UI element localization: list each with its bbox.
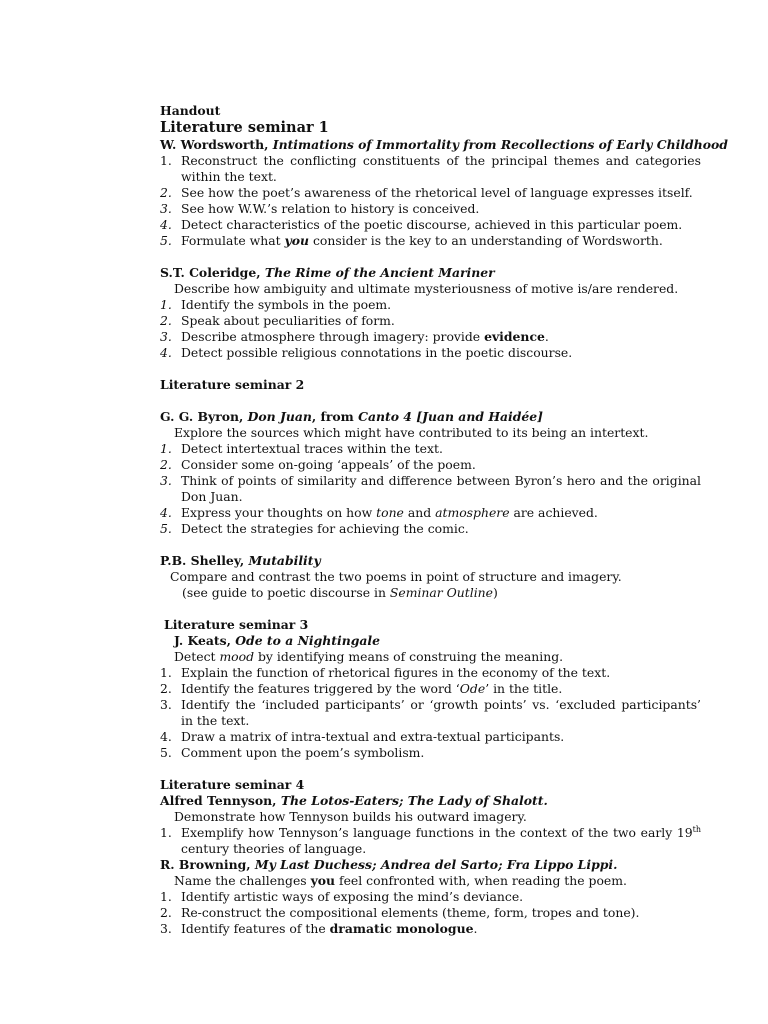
item-text: Explain the function of rhetorical figures in the economy of the text. (181, 665, 611, 680)
list-item (160, 201, 701, 217)
item-text: Identify the features triggered by the word ‘ (181, 681, 460, 696)
item-number: 4. (160, 345, 172, 360)
coleridge-heading (160, 265, 701, 281)
item-number: 3. (160, 473, 172, 488)
emphasis: you (284, 233, 310, 248)
author: R. Browning, (160, 857, 255, 872)
work-title: The Rime of the Ancient Mariner (264, 265, 495, 280)
browning-heading (160, 857, 701, 873)
item-number: 1. (160, 297, 172, 312)
author: J. Keats, (174, 633, 236, 648)
intro-text: Name the challenges (174, 873, 311, 888)
list-item (160, 665, 701, 681)
tennyson-intro: Demonstrate how Tennyson builds his outward imagery. (174, 809, 527, 824)
author: Alfred Tennyson, (160, 793, 281, 808)
list-item (160, 745, 701, 761)
item-text: are achieved. (509, 505, 598, 520)
seminar-3-title: Literature seminar 3 (164, 617, 309, 632)
list-item (160, 729, 701, 745)
list-item (160, 505, 701, 521)
list-item (160, 473, 701, 505)
item-text: consider is the key to an understanding of Wordsworth. (309, 233, 663, 248)
from-label: , from (311, 409, 359, 424)
keats-tasks (160, 665, 701, 761)
item-text: Identify the ‘included participants’ or ‘growth points’ vs. ‘excluded participants’ in the text. (181, 697, 701, 728)
item-text: Comment upon the poem’s symbolism. (181, 745, 425, 760)
item-number: 4. (160, 505, 172, 520)
coleridge-intro: Describe how ambiguity and ultimate mysteriousness of motive is/are rendered. (174, 281, 679, 296)
canto-title: Canto 4 [Juan and Haidée] (358, 409, 544, 424)
byron-intro: Explore the sources which might have contributed to its being an intertext. (174, 425, 649, 440)
work-title: Mutability (248, 553, 321, 568)
wordsworth-heading (160, 137, 728, 153)
intro-text: feel confronted with, when reading the poem. (335, 873, 627, 888)
item-text: Detect intertextual traces within the text. (181, 441, 443, 456)
list-item (160, 185, 701, 201)
item-text: Identify features of the (181, 921, 330, 936)
byron-tasks (160, 441, 701, 537)
item-text: Detect possible religious connotations in the poetic discourse. (181, 345, 573, 360)
item-number: 1. (160, 441, 172, 456)
item-text: See how the poet’s awareness of the rhetorical level of language expresses itself. (181, 185, 693, 200)
tennyson-tasks (160, 825, 701, 857)
item-text: . (473, 921, 478, 936)
item-text: Describe atmosphere through imagery: provide (181, 329, 485, 344)
list-item (160, 329, 701, 345)
browning-tasks (160, 889, 701, 937)
item-number: 1. (160, 665, 172, 680)
note-text: (see guide to poetic discourse in (182, 585, 390, 600)
item-text: Express your thoughts on how (181, 505, 377, 520)
emphasis: mood (219, 649, 255, 664)
item-text: and (403, 505, 436, 520)
list-item (160, 297, 701, 313)
list-item (160, 681, 701, 697)
list-item (160, 825, 701, 857)
item-number: 3. (160, 697, 172, 712)
item-text: Detect the strategies for achieving the comic. (181, 521, 469, 536)
shelley-heading (160, 553, 701, 569)
note-text: ) (493, 585, 498, 600)
item-text: Detect characteristics of the poetic discourse, achieved in this particular poem. (181, 217, 683, 232)
tennyson-heading (160, 793, 701, 809)
item-number: 4. (160, 729, 172, 744)
item-number: 5. (160, 745, 172, 760)
item-number: 5. (160, 233, 172, 248)
keats-heading (160, 633, 701, 649)
intro-text: by identifying means of construing the meaning. (254, 649, 564, 664)
item-number: 2. (160, 681, 172, 696)
coleridge-tasks (160, 297, 701, 361)
list-item (160, 441, 701, 457)
seminar-1-title: Literature seminar 1 (160, 119, 329, 136)
work-title: Don Juan (247, 409, 312, 424)
item-number: 5. (160, 521, 172, 536)
item-text: Think of points of similarity and difference between Byron’s hero and the original Don Juan. (181, 473, 701, 504)
list-item (160, 345, 701, 361)
emphasis: Ode (459, 681, 486, 696)
item-text: See how W.W.’s relation to history is conceived. (181, 201, 480, 216)
byron-heading (160, 409, 701, 425)
item-text: Exemplify how Tennyson’s language functions in the context of the two early 19 (181, 825, 693, 840)
emphasis: evidence (484, 329, 545, 344)
item-number: 1. (160, 889, 172, 904)
list-item (160, 889, 701, 905)
shelley-intro: Compare and contrast the two poems in point of structure and imagery. (170, 569, 622, 584)
author: W. Wordsworth, (160, 137, 273, 152)
item-number: 2. (160, 905, 172, 920)
item-number: 2. (160, 313, 172, 328)
note-reference: Seminar Outline (389, 585, 493, 600)
seminar-2-title: Literature seminar 2 (160, 377, 305, 392)
item-number: 3. (160, 329, 172, 344)
emphasis: tone (376, 505, 404, 520)
list-item (160, 457, 701, 473)
item-text: Reconstruct the conflicting constituents of the principal themes and categories within the text. (181, 153, 701, 184)
item-text: Draw a matrix of intra-textual and extra-textual participants. (181, 729, 565, 744)
item-text: Formulate what (181, 233, 285, 248)
list-item (160, 697, 701, 729)
superscript: th (692, 825, 701, 834)
item-number: 1. (160, 825, 172, 840)
item-text: Re-construct the compositional elements (theme, form, tropes and tone). (181, 905, 640, 920)
item-text: Identify artistic ways of exposing the mind’s deviance. (181, 889, 524, 904)
list-item (160, 313, 701, 329)
browning-intro (160, 873, 701, 889)
list-item (160, 153, 701, 185)
item-text: Speak about peculiarities of form. (181, 313, 395, 328)
list-item (160, 217, 701, 233)
item-number: 3. (160, 201, 172, 216)
wordsworth-tasks (160, 153, 701, 249)
item-number: 4. (160, 217, 172, 232)
item-text: Identify the symbols in the poem. (181, 297, 392, 312)
emphasis: atmosphere (435, 505, 510, 520)
handout-label: Handout (160, 103, 221, 118)
list-item (160, 233, 701, 249)
emphasis: you (310, 873, 336, 888)
work-title: My Last Duchess; Andrea del Sarto; Fra Lippo Lippi. (254, 857, 618, 872)
list-item (160, 521, 701, 537)
item-text: Consider some on-going ‘appeals’ of the poem. (181, 457, 476, 472)
item-number: 2. (160, 185, 172, 200)
emphasis: dramatic monologue (329, 921, 474, 936)
item-text: ’ in the title. (485, 681, 563, 696)
seminar-4-title: Literature seminar 4 (160, 777, 305, 792)
item-number: 1. (160, 153, 172, 168)
item-text: century theories of language. (181, 841, 367, 856)
item-number: 3. (160, 921, 172, 936)
intro-text: Detect (174, 649, 220, 664)
work-title: The Lotos-Eaters; The Lady of Shalott. (280, 793, 548, 808)
item-number: 2. (160, 457, 172, 472)
list-item (160, 905, 701, 921)
list-item (160, 921, 701, 937)
work-title: Ode to a Nightingale (235, 633, 380, 648)
work-title: Intimations of Immortality from Recollections of Early Childhood (272, 137, 728, 152)
shelley-note (160, 585, 701, 601)
author: G. G. Byron, (160, 409, 248, 424)
author: S.T. Coleridge, (160, 265, 265, 280)
item-text: . (544, 329, 549, 344)
keats-intro (160, 649, 701, 665)
handout-body (160, 103, 728, 937)
author: P.B. Shelley, (160, 553, 249, 568)
